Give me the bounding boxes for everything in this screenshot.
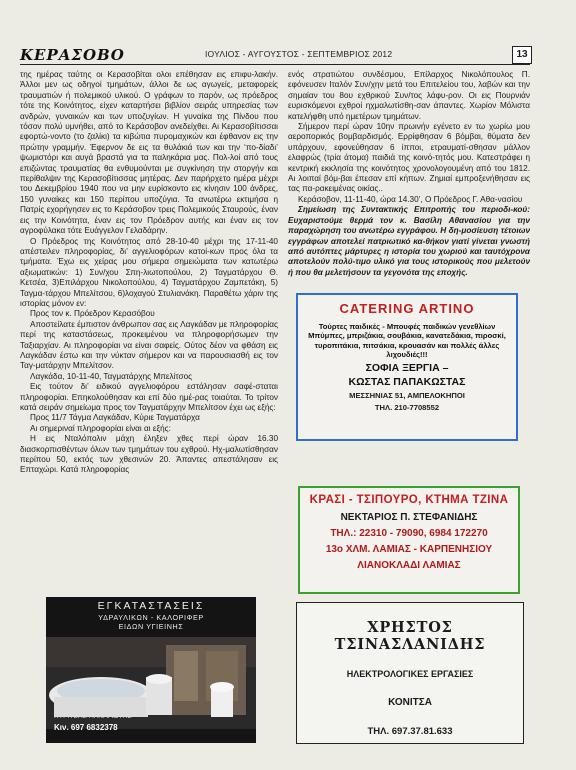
catering-description: Τούρτες παιδικές - Μπουφές παιδικών γενεθλίων Μπύμπες, μπριζάκια, σουβάκια, κανατεδάκια, πιροσκί, τυροπιτάκια, πιτσάκια, κρουασάν και πολλές άλλες λιχουδιές!!! — [308, 322, 506, 360]
catering-name2: ΚΩΣΤΑΣ ΠΑΠΑΚΩΣΤΑΣ — [348, 375, 466, 388]
electrician-phone: ΤΗΛ. 697.37.81.633 — [367, 726, 453, 737]
krasi-address1: 13ο ΧΛΜ. ΛΑΜΙΑΣ - ΚΑΡΠΕΝΗΣΙΟΥ — [325, 544, 493, 555]
paragraph: Αποστείλατε έμπιστον άνθρωπον σας εις Λαγκάδαν με πληροφορίας περί της καταστάσεως, προκειμένου να πληροφορήσωμεν την Ταξιαρχίαν. Αι πληροφορίαι να είναι σαφείς. Ούτος δέον να φθάση εις Λαγκάδαν έστω και την νύκταν σήμερον και να παρουσιασθή εις τον Ταγ-ματάρχην Μπελίτσον. — [20, 319, 278, 371]
catering-name1: ΣΟΦΙΑ ΞΕΡΓΙΑ – — [365, 361, 449, 374]
plumbing-owner: ΚΥΡΙΤΣΗΣ ΠΑΝΑΓΙΩΤΗΣ — [54, 713, 132, 720]
editorial-note: Σημείωση της Συντακτικής Επιτροπής του περιοδι-κού: Ευχαριστούμε θερμά τον κ. Βασίλη Αθανασίου για την παραχώρηση του ανωτέρω εγγράφου. Η δη-μοσίευση τέτοιων εγγράφων αποτελεί πατριωτικό κα-θήκον γιατί γίνεται γνωστή από αυτόπτες μάρτυρες η ιστορία του χωριού και ταυτόχρονα αποτελούν πολύ-τιμο υλικό για τους ιστορικούς που μελετούν ή που θα μελετήσουν τα γεγονότα της εποχής. — [288, 205, 530, 277]
issue-date: ΙΟΥΛΙΟΣ - ΑΥΓΟΥΣΤΟΣ - ΣΕΠΤΕΜΒΡΙΟΣ 2012 — [205, 49, 393, 59]
plumbing-subtitle2: ΕΙΔΩΝ ΥΓΙΕΙΝΗΣ — [118, 622, 184, 631]
krasi-owner: ΝΕΚΤΑΡΙΟΣ Π. ΣΤΕΦΑΝΙΔΗΣ — [340, 512, 478, 523]
krasi-address2: ΛΙΑΝΟΚΛΑΔΙ ΛΑΜΙΑΣ — [357, 560, 461, 571]
catering-phone: ΤΗΛ. 210-7708552 — [374, 402, 440, 412]
plumbing-phone: Κιν. 697 6832378 — [54, 723, 118, 732]
krasi-title: ΚΡΑΣΙ - ΤΣΙΠΟΥΡΟ, ΚΤΗΜΑ ΤΖΙΝΑ — [309, 494, 509, 506]
paragraph: Ο Πρόεδρος της Κοινότητος από 28-10-40 μέχρι της 17-11-40 απέστειλεν πληροφορίας, δι’ αγγελιοφόρων κατοί-κων προς όλα τα τμήματα. Έχω εις χείρας μου σήμερα σημειώματα των κατωτέρω αξιωματικών: 1) Συν/χου Σπη-λιωτοπούλου, 2) Ταγματάρχου Θ. Κετσέα, 3)Επιλάρχου Νικολοπούλου, 4) Ταγματάρχου Ζαμπετάκη, 5) Ταγμα-τάρχου Μπελίτσου, 6)λοχαγού Στυλιανάκη. Παραθέτω χάριν της ιστορίας μόνον εν: — [20, 236, 278, 308]
plumbing-ad — [46, 597, 256, 743]
paragraph: Προς 11/7 Τάγμα Λαγκάδαν, Κύριε Ταγματάρχα — [30, 413, 200, 423]
masthead: ΚΕΡΑΣΟΒΟ — [20, 46, 125, 64]
paragraph: Αι σημεριναί πληροφορίαι είναι αι εξής: — [30, 423, 171, 433]
catering-ad — [296, 293, 518, 441]
paragraph: Η εις Νταλόπολιν μάχη έληξεν χθες περί ώραν 16.30 διασκορπισθέντων όλων των τμημάτων του εχθρού. Ηχ-μαλωτίσθησαν περίπου 50, εκτός των χθεσινών 20. Άπαντες απεστάλησαν εις Επταχώρι. Κατά πληροφορίας — [20, 434, 278, 475]
catering-address: ΜΕΣΣΗΝΙΑΣ 51, ΑΜΠΕΛΟΚΗΠΟΙ — [349, 390, 465, 400]
paragraph: Κεράσοβον, 11-11-40, ώρα 14.30’, Ο Πρόεδρος Γ. Αθα-νασίου — [298, 194, 523, 204]
catering-title: CATERING ARTINO — [339, 301, 475, 316]
plumbing-title: ΕΓΚΑΤΑΣΤΑΣΕΙΣ — [97, 600, 205, 612]
krasi-phone: ΤΗΛ.: 22310 - 79090, 6984 172270 — [330, 528, 488, 539]
electrician-subtitle: ΗΛΕΚΤΡΟΛΟΓΙΚΕΣ ΕΡΓΑΣΙΕΣ — [346, 669, 474, 679]
electrician-city: ΚΟΝΙΤΣΑ — [388, 697, 432, 708]
paragraph: Προς τον κ. Πρόεδρον Κερασόβου — [30, 309, 155, 319]
krasi-ad — [298, 486, 520, 594]
right-column — [288, 70, 530, 282]
paragraph: Λαγκάδα, 10-11-40, Ταγματάρχης Μπελίτσος — [30, 371, 193, 381]
electrician-title: ΧΡΗΣΤΟΣ ΤΣΙΝΑΣΛΑΝΙΔΗΣ — [334, 619, 486, 653]
left-column — [20, 70, 278, 590]
header-rule — [20, 64, 530, 65]
paragraph: της ημέρας ταύτης οι Κερασοβίται ολοι επέθησαν εις επιφυ-λακήν. Άλλοι μεν ως οδηγοί τμημάτων, άλλοι δε ως αγωγείς, μεταφορείς τραυματιών ή πολεμικού υλικού. Ο γράφων το παρόν, ως πρόεδρος τότε της Κοινότητος, είχεν καταρτήσει βιβλίον σειράς υπηρεσίας των ανδρών, γυναικών και των υποζυγίων. Η γυναίκα της Πίνδου που τόσον πολύ υμνήθει, από το Κεράσοβον ανεδείχθει. Αι Κερασοβίτισσαι εφορτώ-νοντο (το ζαλίκι) τα κιβώτια πυρομαχικών και έφθανον εις την πρώτην γραμμήν. Έφερνον δε εις τα θυλάκιά των και την ‘πο-δίαδι’ ψωμιστόρι και αυγά βραστά για τα παληκάρια μας. Πολ-λοί από τους επιζώντας τραυματίας θα ενθυμούνται με συγκίνηση την στοργήν και περίθαλψιν της Κερασοβίτισσας μητέρας. Δεν παρήρχετο ημέρα μέχρι του Δεκεμβρίου 1940 που να μην ευρίσκοντο εις κίνησιν 100 άνδρες, 150 γυναίκες και 150 περίπου υποζύγια. Τα ανωτέρω εκτιμήσα η Πατρίς εχορήγησεν εις το Κεράσοβον τρεις Πολεμικούς Σταυρούς, έναν εις την Κοινότητα, έναν εις τον Πρόεδρον αυτής και έναν εις τον αγροφύλακα τότε Ευάγγελον Γελαδάρην. — [20, 70, 278, 236]
plumbing-subtitle1: ΥΔΡΑΥΛΙΚΩΝ - ΚΑΛΟΡΙΦΕΡ — [98, 613, 204, 622]
paragraph: Σήμερον περί ώραν 10ην πρωινήν εγένετο εν τω χωρίω μου αεροπορικός βομβαρδισμός. Ερρίφθησαν 6 βόμβαι, θύματα δεν υπάρχουν, εφονεύθησαν 6 ίπποι, ετραυματί-σθησαν μάλλον ελαφρώς (τρία άτομα) παιδιά της κοινό-τητός μου. Κατεστράφει η κεντρική εκκλησία της κοινότητος χρονολογουμένη από του 1812. Αι λοιπαί βόμ-βαι έπεσαν επί κήπων. Ζημιαί εμπροξενήθησαν εις τας πα-ρακειμένας οικίας.. — [288, 122, 530, 194]
page-number: 13 — [512, 46, 532, 64]
electrician-ad — [296, 602, 524, 744]
paragraph: ενός στρατιώτου συνδέσμου, Επίλαρχος Νικολόπουλος Π. εφόνευσεν Ιταλόν Συν/χην μετά του Επιτελείου του, λαβών και την σημαίαν του 8ου εχθρικού Συν/τος λάφυ-ρον. Οι εις Πουρνιάν ευρισκόμενοι εχθροί ηχμαλωτίσθη-σαν άπαντες. Χωρίον Μόλιστα κατελήφθη υπό ημετέρων τμημάτων. — [288, 70, 530, 121]
paragraph: Εις τούτον δι’ ειδικού αγγελιοφόρου εστάλησαν σαφέ-σταται πληροφορίαι. Επηκολούθησαν και επί δύο ημέ-ρας τοιαύται. Το τρίτον κατά σειράν σημείωμα προς τον Ταγματάρχην Μπελίτσον έχει ως εξής: — [20, 382, 278, 412]
